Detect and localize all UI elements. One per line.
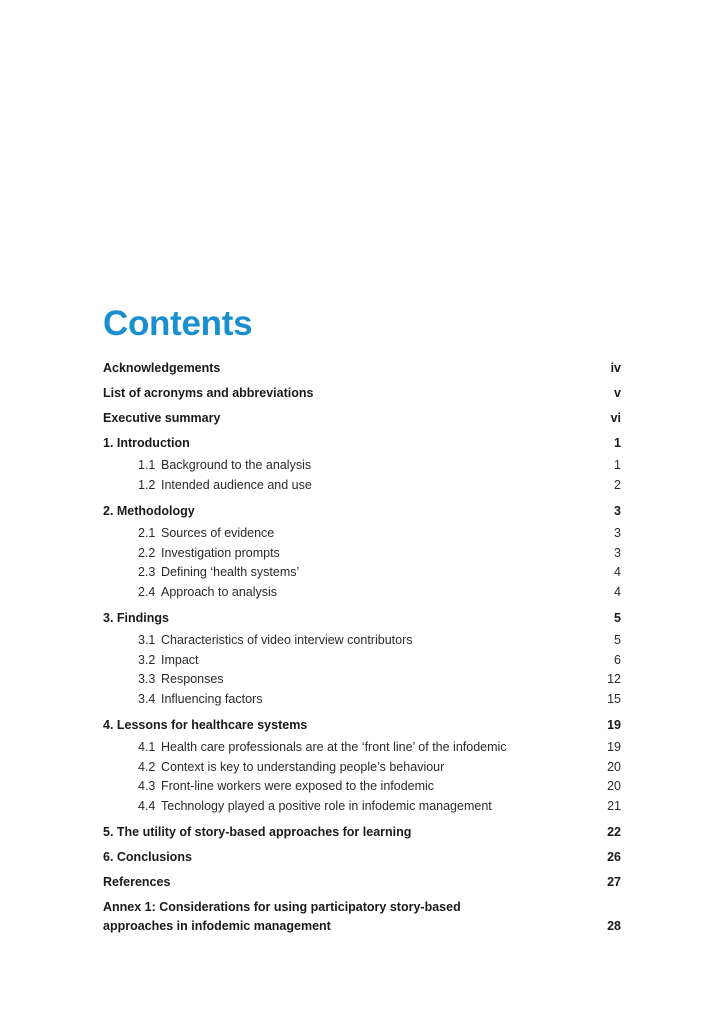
toc-subentry-label: Characteristics of video interview contributors bbox=[161, 633, 413, 647]
toc-subentry-page: 1 bbox=[614, 458, 621, 472]
toc-entry-page: 3 bbox=[614, 504, 621, 518]
toc-subentry[interactable] bbox=[103, 651, 621, 671]
toc-subentry-page: 21 bbox=[607, 798, 621, 813]
toc-subentry-label: Health care professionals are at the ‘front line’ of the infodemic bbox=[161, 740, 507, 754]
toc-subentry-number: 2.4 bbox=[138, 584, 156, 599]
toc-subentry-number: 1.1 bbox=[138, 458, 156, 472]
toc-entry-label: Annex 1: Considerations for using participatory story-based approaches in infodemic management bbox=[103, 900, 461, 933]
toc-subsection-list bbox=[103, 631, 621, 713]
toc-subentry-label: Background to the analysis bbox=[161, 458, 312, 472]
toc-subentry[interactable] bbox=[103, 797, 621, 817]
toc-entry-acknowledgements[interactable] bbox=[103, 359, 621, 381]
toc-entry-label: 2. Methodology bbox=[103, 504, 195, 518]
toc-entry-executive-summary[interactable] bbox=[103, 406, 621, 431]
toc-subentry-label: Investigation prompts bbox=[161, 545, 280, 560]
toc-entry-label: 5. The utility of story-based approaches for learning bbox=[103, 825, 412, 839]
toc-subentry-label: Intended audience and use bbox=[161, 477, 312, 492]
toc-subentry-page: 5 bbox=[614, 633, 621, 647]
toc-subentry-number: 3.3 bbox=[138, 672, 156, 686]
toc-subentry-page: 15 bbox=[607, 691, 621, 706]
toc-entry-annex-1[interactable] bbox=[103, 895, 621, 939]
toc-subentry[interactable] bbox=[103, 670, 621, 690]
toc-subentry-label: Responses bbox=[161, 672, 224, 686]
toc-subentry-label: Influencing factors bbox=[161, 691, 263, 706]
toc-subentry-label: Front-line workers were exposed to the infodemic bbox=[161, 779, 435, 793]
toc-subentry[interactable] bbox=[103, 476, 621, 496]
toc-subentry-number: 3.1 bbox=[138, 633, 156, 647]
toc-entry-label: 4. Lessons for healthcare systems bbox=[103, 718, 308, 732]
toc-subentry-page: 3 bbox=[614, 526, 621, 540]
toc-subentry[interactable] bbox=[103, 583, 621, 603]
toc-subentry[interactable] bbox=[103, 690, 621, 710]
toc-subentry-number: 1.2 bbox=[138, 477, 156, 492]
toc-subentry-page: 2 bbox=[614, 477, 621, 492]
toc-subentry-label: Approach to analysis bbox=[161, 584, 278, 599]
toc-subentry-page: 4 bbox=[614, 565, 621, 579]
toc-entry-page: 19 bbox=[607, 718, 621, 732]
toc-subentry[interactable] bbox=[103, 758, 621, 778]
toc-subentry-page: 3 bbox=[614, 545, 621, 560]
toc-entry-label: 1. Introduction bbox=[103, 436, 190, 450]
toc-entry-label: Acknowledgements bbox=[103, 361, 221, 375]
toc-subsection-list bbox=[103, 524, 621, 606]
toc-entry-page: 1 bbox=[614, 436, 621, 450]
toc-entry-label: 6. Conclusions bbox=[103, 850, 192, 864]
toc-entry-methodology[interactable] bbox=[103, 499, 621, 524]
toc-entry-label: List of acronyms and abbreviations bbox=[103, 386, 314, 400]
toc-subentry[interactable] bbox=[103, 563, 621, 583]
toc-entry-label: References bbox=[103, 875, 171, 889]
table-of-contents bbox=[103, 359, 621, 939]
toc-entry-page: 28 bbox=[607, 919, 621, 933]
toc-subentry-number: 4.1 bbox=[138, 740, 156, 754]
toc-subentry-page: 19 bbox=[607, 740, 621, 754]
page-title: Contents bbox=[103, 304, 253, 343]
toc-entry-references[interactable] bbox=[103, 870, 621, 895]
toc-subsection-list bbox=[103, 738, 621, 820]
toc-subentry[interactable] bbox=[103, 777, 621, 797]
toc-subentry-number: 2.3 bbox=[138, 565, 156, 579]
toc-subentry-label: Technology played a positive role in infodemic management bbox=[161, 798, 492, 813]
toc-subentry-page: 12 bbox=[607, 672, 621, 686]
toc-subentry-number: 2.2 bbox=[138, 545, 156, 560]
toc-subentry[interactable] bbox=[103, 456, 621, 476]
toc-subentry-label: Impact bbox=[161, 652, 199, 667]
toc-entry-page: v bbox=[614, 386, 621, 400]
toc-entry-lessons[interactable] bbox=[103, 713, 621, 738]
toc-entry-page: iv bbox=[610, 361, 621, 375]
toc-entry-label: Executive summary bbox=[103, 411, 221, 425]
toc-entry-page: 5 bbox=[614, 611, 621, 625]
toc-subentry[interactable] bbox=[103, 631, 621, 651]
toc-entry-introduction[interactable] bbox=[103, 431, 621, 456]
toc-entry-conclusions[interactable] bbox=[103, 845, 621, 870]
toc-subentry-number: 3.4 bbox=[138, 691, 156, 706]
toc-subentry-label: Sources of evidence bbox=[161, 526, 275, 540]
toc-subentry[interactable] bbox=[103, 544, 621, 564]
toc-subentry-number: 4.4 bbox=[138, 798, 156, 813]
toc-entry-page: 27 bbox=[607, 875, 621, 889]
toc-subentry[interactable] bbox=[103, 738, 621, 758]
toc-entry-story-based-approaches[interactable] bbox=[103, 820, 621, 845]
toc-subentry-page: 4 bbox=[614, 584, 621, 599]
toc-subentry-label: Defining ‘health systems’ bbox=[161, 565, 300, 579]
toc-subentry-label: Context is key to understanding people’s behaviour bbox=[161, 759, 445, 774]
toc-subentry[interactable] bbox=[103, 524, 621, 544]
toc-entry-page: 22 bbox=[607, 825, 621, 839]
toc-subentry-number: 4.3 bbox=[138, 779, 156, 793]
toc-entry-label: 3. Findings bbox=[103, 611, 169, 625]
toc-subentry-page: 20 bbox=[607, 779, 621, 793]
toc-entry-acronyms[interactable] bbox=[103, 381, 621, 406]
toc-subentry-number: 4.2 bbox=[138, 759, 156, 774]
toc-entry-findings[interactable] bbox=[103, 606, 621, 631]
toc-subentry-page: 6 bbox=[614, 652, 621, 667]
toc-subsection-list bbox=[103, 456, 621, 499]
toc-subentry-number: 3.2 bbox=[138, 652, 156, 667]
toc-subentry-page: 20 bbox=[607, 759, 621, 774]
toc-subentry-number: 2.1 bbox=[138, 526, 156, 540]
toc-entry-page: vi bbox=[610, 411, 621, 425]
toc-entry-page: 26 bbox=[607, 850, 621, 864]
